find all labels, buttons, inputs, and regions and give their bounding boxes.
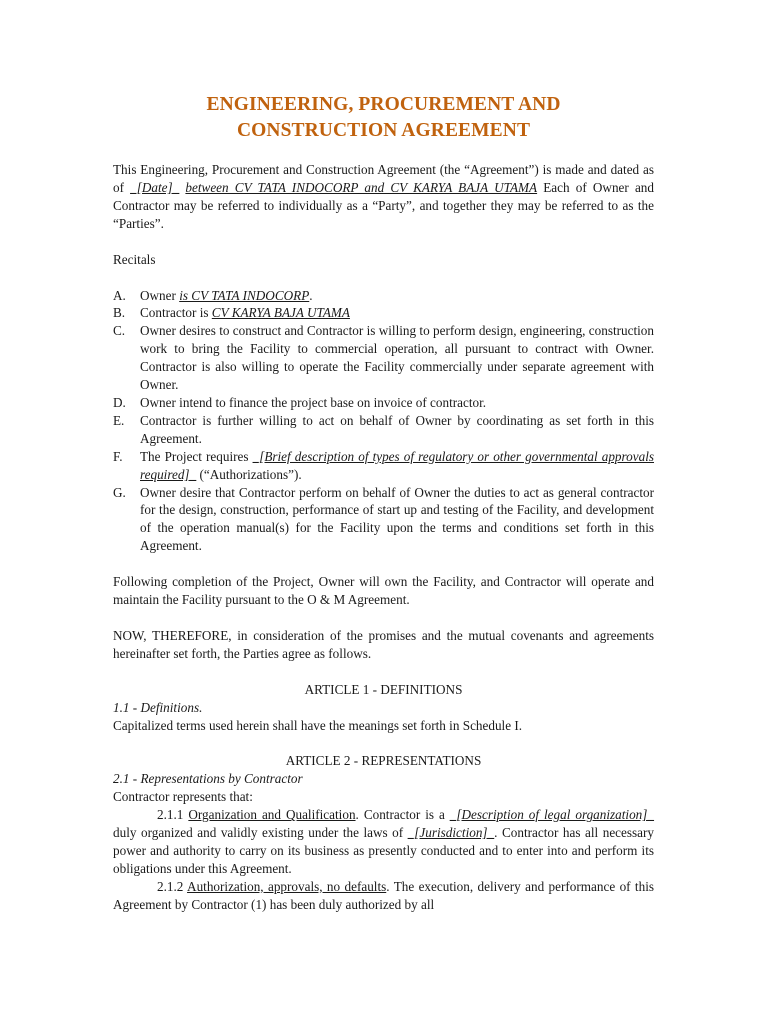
title-line-2: CONSTRUCTION AGREEMENT [236,120,531,141]
recitals-list [113,287,654,556]
recital-text: Owner desires to construct and Contractor is willing to perform design, engineering, construction work to bring the Facility to commercial operation, all pursuant to contract with Owner. Contractor is also willing to operate the Facility commercially under separate agreement with Owner. [140,323,654,393]
document-title [113,92,654,144]
recital-marker: C. [113,323,126,339]
recital-blank: _[Brief description of types of regulatory or other governmental approvals required]_ [140,448,654,482]
recital-marker: A. [113,287,126,303]
clause-number: 2.1.2 [157,878,188,894]
recital-item [113,484,654,556]
clause-2-1-1 [113,806,654,878]
recital-text: The Project requires [140,448,253,464]
section-1-1-text: Capitalized terms used herein shall have the meanings set forth in Schedule I. [113,717,523,733]
clause-2-1-2 [113,878,654,914]
therefore-paragraph: NOW, THEREFORE, in consideration of the promises and the mutual covenants and agreements hereinafter set forth, the Parties agree as follows. [113,627,654,661]
section-2-1-lead: Contractor represents that: [113,789,253,805]
section-1-1-heading: 1.1 - Definitions. [113,699,203,715]
recital-marker: G. [113,484,126,500]
section-2-1-heading: 2.1 - Representations by Contractor [113,771,303,787]
clause-text: . The execution, delivery and performance of this Agreement by Contractor (1) has been duly authorized by all [113,878,654,912]
parties-blank: between CV TATA INDOCORP and CV KARYA BAJA UTAMA [185,179,538,195]
clause-number: 2.1.1 [157,807,189,823]
title-line-1: ENGINEERING, PROCUREMENT AND [206,94,561,115]
jurisdiction-blank: _[Jurisdiction]_ [407,825,495,841]
article-2-heading: ARTICLE 2 - REPRESENTATIONS [285,753,482,769]
recital-text-end: (“Authorizations”). [196,466,302,482]
recital-marker: E. [113,412,125,428]
recital-item [113,448,654,484]
clause-title: Authorization, approvals, no defaults [187,878,387,894]
recital-marker: D. [113,394,126,410]
recital-text: Owner intend to finance the project base on invoice of contractor. [140,394,487,410]
date-blank: _[Date]_ [130,179,180,195]
clause-text: . Contractor is a [355,807,450,823]
recital-item [113,394,654,412]
legal-org-blank: _[Description of legal organization]_ [449,807,654,823]
recital-text: Contractor is further willing to act on behalf of Owner by coordinating as set forth in this Agreement. [140,412,654,446]
recital-item [113,412,654,448]
recital-text: Owner desire that Contractor perform on behalf of Owner the duties to act as general contractor for the design, construction, performance of start up and testing of the Facility, and development of the operation manual(s) for the Facility upon the terms and conditions set forth in this Agreement. [140,484,654,554]
recital-item [113,287,654,305]
recital-blank: CV KARYA BAJA UTAMA [211,305,350,321]
intro-paragraph [113,161,654,233]
recital-blank: is CV TATA INDOCORP [179,287,310,303]
intro-text: This Engineering, Procurement and Construction Agreement (the “Agreement”) is made and dated as of [113,162,654,195]
recital-text: Owner [140,287,180,303]
recital-marker: F. [113,448,123,464]
clause-text: duly organized and validly existing under the laws of [113,825,408,841]
article-1-heading: ARTICLE 1 - DEFINITIONS [304,681,463,697]
recital-item [113,304,654,322]
recital-marker: B. [113,305,126,321]
recital-text: Contractor is [140,305,212,321]
intro-text-end: Each of Owner and Contractor may be referred to individually as a “Party”, and together they may be referred to as the “Parties”. [113,179,654,231]
clause-text: . Contractor has all necessary power and authority to carry on its business as presently conducted and to enter into and perform its obligations under this Agreement. [113,825,654,876]
clause-title: Organization and Qualification [188,807,356,823]
recitals-heading: Recitals [113,251,156,267]
recital-item [113,322,654,394]
recital-text-end: . [309,287,313,303]
following-paragraph: Following completion of the Project, Owner will own the Facility, and Contractor will operate and maintain the Facility pursuant to the O & M Agreement. [113,574,654,608]
